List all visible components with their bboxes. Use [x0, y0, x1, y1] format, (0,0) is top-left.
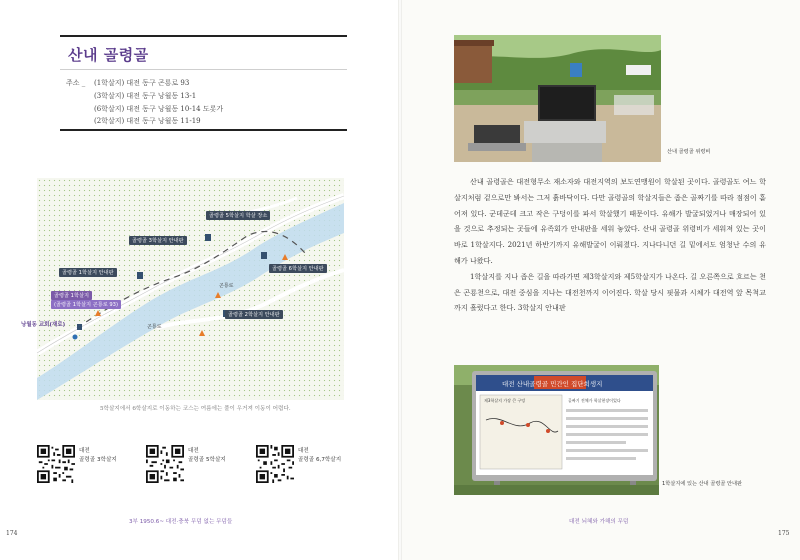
address-line-4: (2학살지) 대전 동구 낭월동 11-19	[94, 117, 201, 126]
qr-text-3: 대전 골령골 6,7학살지	[298, 448, 342, 463]
info-board-graphic	[454, 365, 659, 495]
map-road-label-2: 곤룡로	[147, 324, 162, 330]
map-label-church: 낭월동 교회(재로)	[21, 322, 66, 328]
page-number-left: 174	[6, 530, 18, 537]
memorial-photo-graphic	[454, 35, 661, 162]
page-title: 산내 골령골	[68, 46, 149, 64]
footer-right: 대전 뇌혜와 가해의 무덤	[569, 519, 629, 525]
qr-group-2[interactable]	[146, 445, 246, 487]
paragraph-2: 1학살지를 지나 좁은 길을 따라가면 제3학살지와 제5학살지가 나온다. 길 오른쪽으로 흐르는 천은 곤룡천으로, 대전 중심을 지나는 대전천까지 이어진다. 학살 당시 핏물과 시체가 대전역 앞 목척교까지 흘렀다고 한다. 3학살지 안내판	[454, 271, 766, 313]
qr-code-icon[interactable]	[256, 445, 294, 483]
qr-code-icon[interactable]	[146, 445, 184, 483]
title-divider	[60, 69, 347, 70]
qr-text-1: 대전 골령골 3학살지	[79, 448, 117, 463]
map-caption: 5학살지에서 6학살지로 이동하는 코스는 여름에는 풀이 우거져 이동이 어렵다.	[100, 406, 291, 412]
map-graphics	[37, 178, 344, 400]
map-road-label-1: 곤룡로	[219, 283, 234, 289]
page-number-right: 175	[778, 530, 790, 537]
map-label-site6: 골령골 6학살지 안내판	[269, 264, 327, 273]
qr-group-1[interactable]	[37, 445, 137, 487]
book-gutter	[398, 0, 402, 560]
address-block	[66, 77, 223, 128]
memorial-photo-caption: 산내 골령골 위령비	[667, 149, 711, 155]
map-label-site3: 골령골 3학살지 안내판	[129, 236, 187, 245]
board-right-panel: 골짜기 전체가 학살현장이었다	[568, 398, 621, 403]
qr-code-icon[interactable]	[37, 445, 75, 483]
board-left-panel: 제3학살지 가장 큰 구덩	[484, 398, 526, 403]
map-label-site2: 골령골 2학살지 안내판	[225, 310, 283, 319]
map-label-site1-board: 골령골 1학살지 안내판	[59, 268, 117, 277]
map-label-site1: 골령골 1학살지	[51, 291, 92, 300]
footer-left: 3부 1950.6~ 대전·충북 무덤 없는 무덤들	[129, 519, 233, 525]
address-line-3: (6학살지) 대전 동구 낭월동 10-14 도롯가	[94, 104, 224, 113]
address-line-2: (3학살지) 대전 동구 낭월동 13-1	[94, 91, 197, 100]
memorial-photo	[454, 35, 661, 162]
info-board-photo	[454, 365, 659, 495]
map-label-site1-sub: (골령골 1학살지 곤룡로 93)	[51, 300, 121, 309]
qr-group-3[interactable]	[256, 445, 356, 487]
body-text	[454, 174, 766, 316]
title-box	[60, 35, 347, 131]
address-label: 주소 _	[66, 79, 86, 87]
address-line-1: 주소 _ (1학살지) 대전 동구 곤룡로 93	[66, 77, 223, 90]
info-board-caption: 1학살지에 있는 산내 골령골 안내판	[662, 481, 743, 487]
paragraph-1: 산내 골령골은 대전형무소 재소자와 대전지역의 보도연맹원이 학살된 곳이다. 골령골도 여느 학살지처럼 겉으로만 봐서는 그저 흙바닥이다. 다만 골령골의 학살지들은 좁은 골짜기를 따라 점점이 흩어져 있다. 군데군데 크고 작은 구덩이를 파서 학살했기 때문이다. 유해가 발굴되었거나 매장되어 있을 것으로 추정되는 곳들에 유족회가 안내판을 세워 놓았다. 산내 골령골 위령비가 세워져 있는 곳이 바로 1학살지다. 2021년 하반기까지 유해발굴이 이뤄졌다. 지나다니던 길 밑에서도 엄청난 수의 유해가 나왔다.	[454, 177, 766, 265]
qr-text-2: 대전 골령골 5학살지	[188, 448, 226, 463]
site-map	[21, 178, 344, 400]
map-label-site5: 골령골 5학살지 학살 장소	[206, 211, 270, 220]
board-title-part-1: 대전 산내골령골 민간인 집단희생지	[502, 380, 603, 388]
